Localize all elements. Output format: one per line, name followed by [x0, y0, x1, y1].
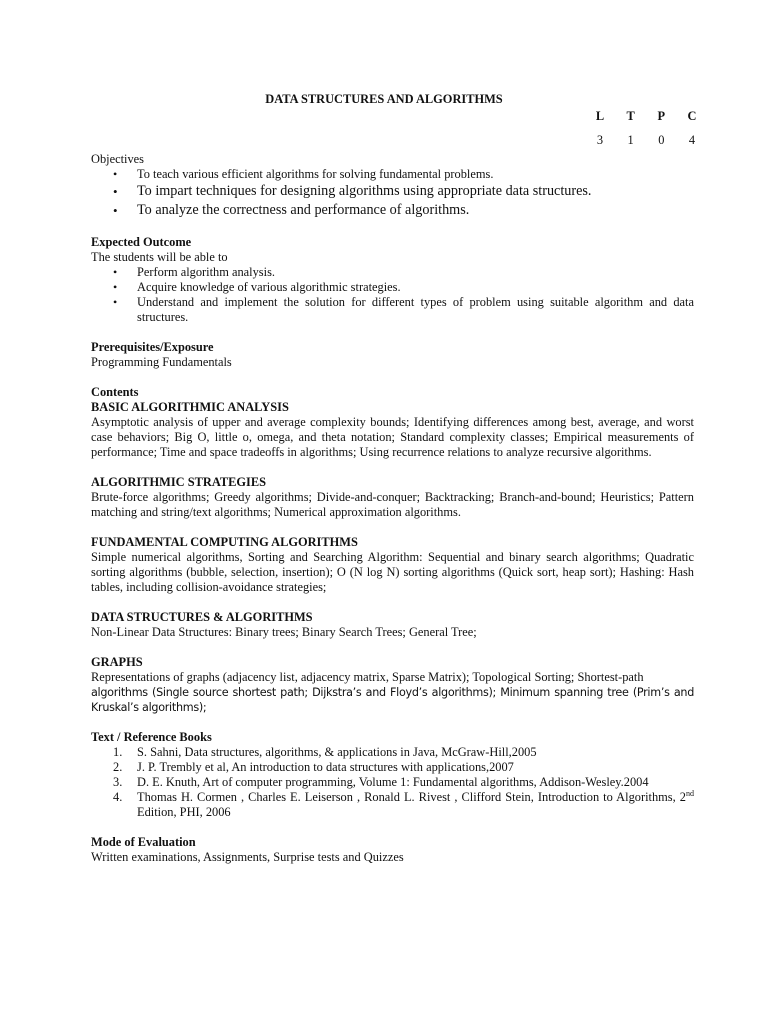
section-heading-strategies: ALGORITHMIC STRATEGIES — [91, 475, 266, 489]
ltpc-value-p: 0 — [658, 133, 665, 147]
book-number: 4. — [113, 790, 123, 804]
book-text: Thomas H. Cormen , Charles E. Leiserson , Ronald L. Rivest , Clifford Stein, Introduction to Algorithms, — [137, 790, 676, 804]
ltpc-value-c: 4 — [688, 133, 696, 147]
list-item: • To teach various efficient algorithms for solving fundamental problems. — [91, 167, 694, 182]
ltpc-value-l: 3 — [596, 133, 604, 147]
ltpc-header-c: C — [687, 109, 697, 123]
outcome-heading: Expected Outcome — [91, 235, 192, 249]
ltpc-header-l: L — [595, 109, 605, 123]
list-item — [91, 775, 694, 790]
prerequisites-text: Programming Fundamentals — [91, 355, 232, 369]
section-heading-fundamental: FUNDAMENTAL COMPUTING ALGORITHMS — [91, 535, 358, 549]
evaluation-heading: Mode of Evaluation — [91, 835, 196, 849]
list-item: • To analyze the correctness and performance of algorithms. — [91, 201, 694, 220]
book-edition-suffix: nd — [685, 788, 694, 798]
list-item — [91, 760, 694, 775]
objectives-heading: Objectives — [91, 152, 144, 166]
outcome-list — [91, 265, 694, 325]
ltpc-value-t: 1 — [627, 133, 634, 147]
section-heading-basic-analysis: BASIC ALGORITHMIC ANALYSIS — [91, 400, 289, 414]
book-edition-number: 2 — [679, 790, 686, 804]
contents-heading: Contents — [91, 385, 139, 399]
objectives-list — [91, 167, 694, 220]
list-item: • Understand and implement the solution for different types of problem using suitable algorithm and data structures. — [91, 295, 694, 325]
book-text: S. Sahni, Data structures, algorithms, & applications in Java, McGraw-Hill,2005 — [137, 745, 537, 759]
ltpc-header-t: T — [626, 109, 635, 123]
section-heading-graphs: GRAPHS — [91, 655, 143, 669]
book-edition-rest: Edition, PHI, 2006 — [137, 805, 231, 819]
ltpc-header-p: P — [657, 109, 666, 123]
ltpc-values-row — [586, 133, 706, 148]
prerequisites-heading: Prerequisites/Exposure — [91, 340, 214, 354]
section-text-graphs-line1: Representations of graphs (adjacency list, adjacency matrix, Sparse Matrix); Topological Sorting; Shortest-path — [91, 670, 644, 684]
ltpc-header-row — [586, 109, 706, 124]
section-text-strategies: Brute-force algorithms; Greedy algorithms; Divide-and-conquer; Backtracking; Branch-and-bound; Heuristics; Pattern matching and string/text algorithms; Numerical approximation algorithms. — [91, 490, 694, 519]
page-title: DATA STRUCTURES AND ALGORITHMS — [265, 92, 503, 106]
list-item — [91, 790, 694, 820]
list-item: • Acquire knowledge of various algorithmic strategies. — [91, 280, 694, 295]
document-body — [91, 152, 694, 865]
list-item: • Perform algorithm analysis. — [91, 265, 694, 280]
book-number: 1. — [113, 745, 123, 759]
books-heading: Text / Reference Books — [91, 730, 212, 744]
section-text-basic-analysis: Asymptotic analysis of upper and average complexity bounds; Identifying differences among best, average, and worst case behaviors; Big O, little o, omega, and theta notation; Standard complexity classes; Empirical measurements of performance; Time and space tradeoffs in algorithms; Using recurrence relations to analyze recursive algorithms. — [91, 415, 694, 459]
section-text-graphs-algorithms: algorithms (Single source shortest path; Dijkstra’s and Floyd’s algorithms); Minimum spanning tree (Prim’s and Kruskal’s algorithms); — [91, 686, 694, 714]
evaluation-text: Written examinations, Assignments, Surprise tests and Quizzes — [91, 850, 404, 864]
list-item — [91, 745, 694, 760]
section-heading-data-structures: DATA STRUCTURES & ALGORITHMS — [91, 610, 313, 624]
section-text-fundamental: Simple numerical algorithms, Sorting and Searching Algorithm: Sequential and binary search algorithms; Quadratic sorting algorithms (bubble, selection, insertion); O (N log N) sorting algorithms (Quick sort, heap sort); Hashing: Hash tables, including collision-avoidance strategies; — [91, 550, 694, 594]
book-number: 3. — [113, 775, 123, 789]
book-text: J. P. Trembly et al, An introduction to data structures with applications,2007 — [137, 760, 514, 774]
list-item: • To impart techniques for designing algorithms using appropriate data structures. — [91, 182, 694, 201]
section-text-data-structures: Non-Linear Data Structures: Binary trees; Binary Search Trees; General Tree; — [91, 625, 477, 639]
book-number: 2. — [113, 760, 123, 774]
outcome-intro: The students will be able to — [91, 250, 228, 264]
book-text: D. E. Knuth, Art of computer programming, Volume 1: Fundamental algorithms, Addison-Wesley.2004 — [137, 775, 649, 789]
books-list — [91, 745, 694, 820]
